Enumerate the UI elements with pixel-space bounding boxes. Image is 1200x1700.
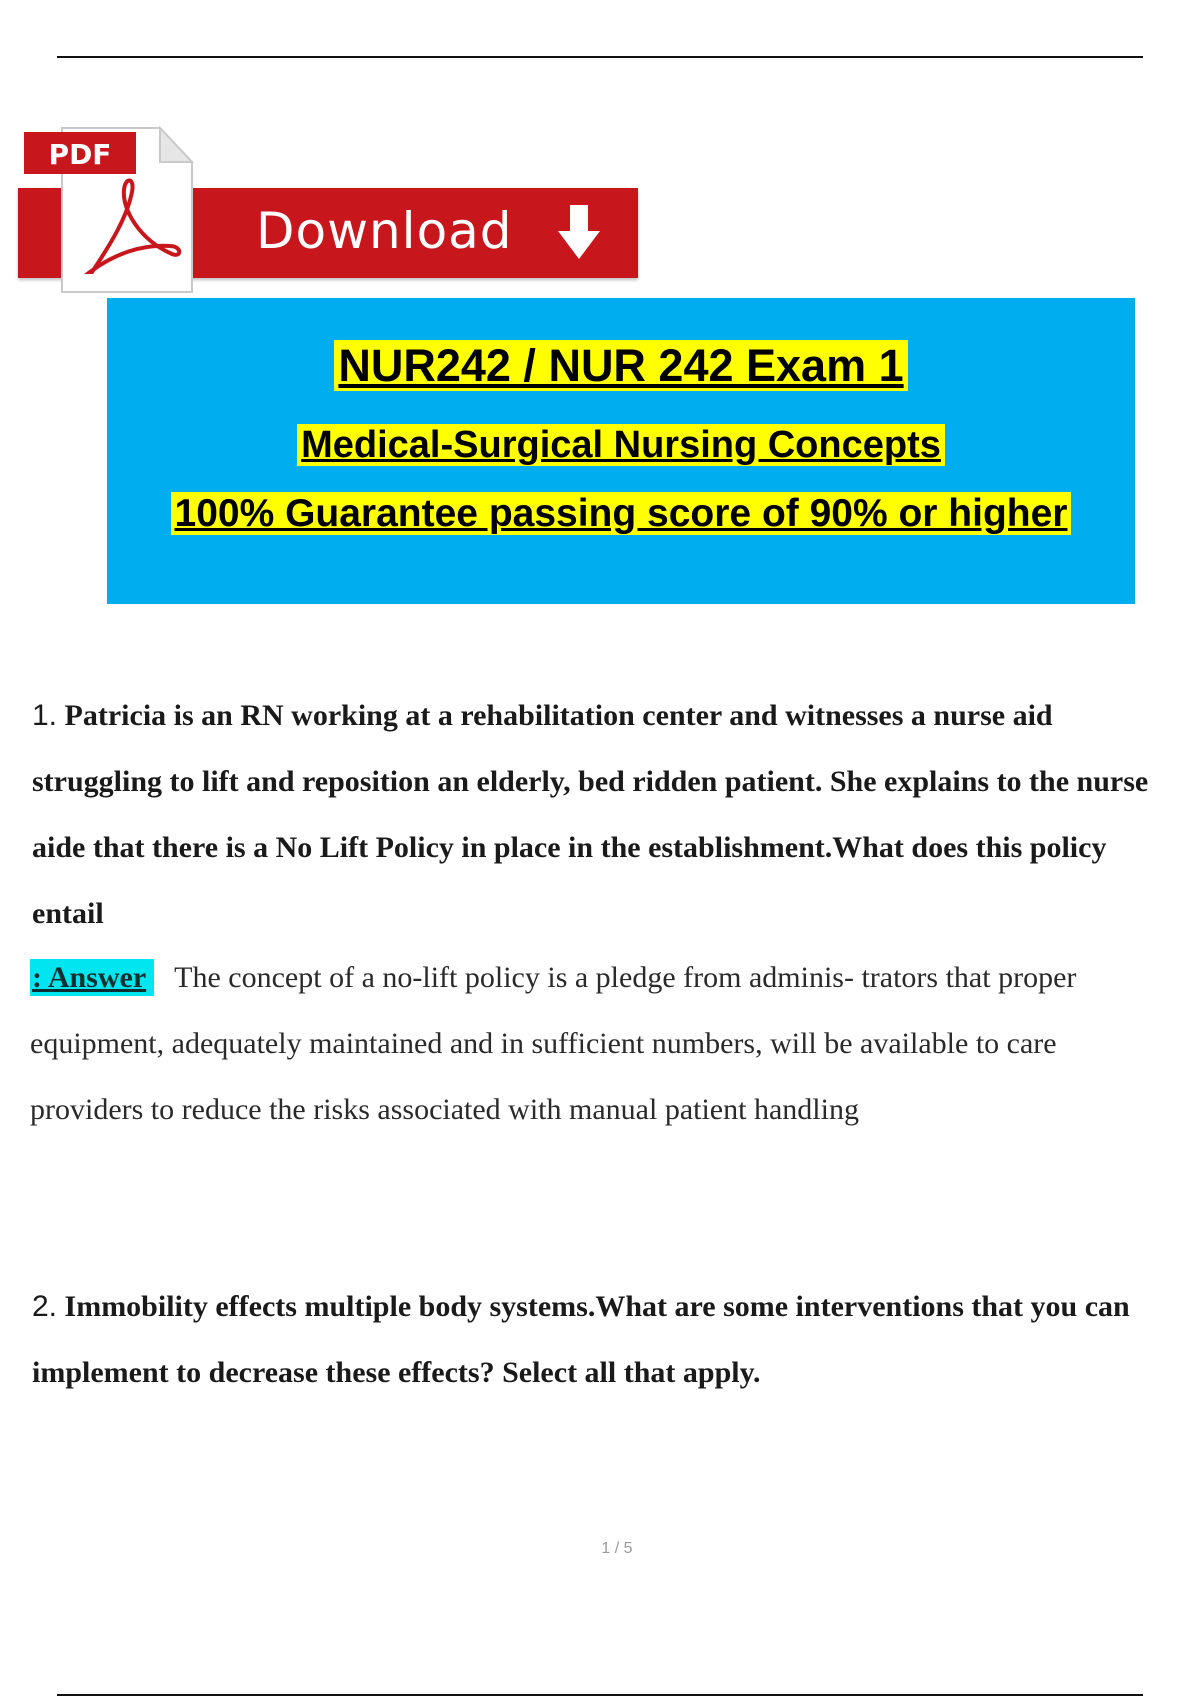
question-1-text: Patricia is an RN working at a rehabilitation center and witnesses a nurse aid struggling to lift and reposition an elderly, bed ridden patient. She explains to the nurse aide that there is a No Lift Policy in place in the establishment.What does this policy entail xyxy=(32,699,1149,930)
question-2 xyxy=(32,1274,1157,1406)
exam-title: NUR242 / NUR 242 Exam 1 xyxy=(107,340,1135,392)
answer-1-text: The concept of a no-lift policy is a pledge from adminis- trators that proper equipment, adequately maintained and in sufficient numbers, will be available to care providers to reduce the risks associated with manual patient handling xyxy=(30,961,1077,1126)
page-indicator: 1 / 5 xyxy=(601,1540,633,1557)
question-2-text: Immobility effects multiple body systems.What are some interventions that you can implement to decrease these effects? Select all that apply. xyxy=(32,1290,1130,1389)
question-1 xyxy=(32,683,1157,947)
pdf-badge-label: PDF xyxy=(48,138,112,171)
download-label: Download xyxy=(256,202,513,260)
answer-label: : Answer xyxy=(30,959,154,996)
guarantee-line: 100% Guarantee passing score of 90% or higher xyxy=(107,492,1135,536)
question-1-number: 1. xyxy=(32,699,58,732)
top-rule xyxy=(57,56,1143,58)
download-arrow-icon xyxy=(558,205,600,261)
bottom-rule xyxy=(57,1694,1143,1696)
question-2-number: 2. xyxy=(32,1290,58,1323)
answer-1 xyxy=(30,945,1150,1143)
exam-subtitle: Medical-Surgical Nursing Concepts xyxy=(107,424,1135,467)
exam-title-box xyxy=(107,298,1135,604)
pdf-file-icon[interactable] xyxy=(22,122,198,298)
